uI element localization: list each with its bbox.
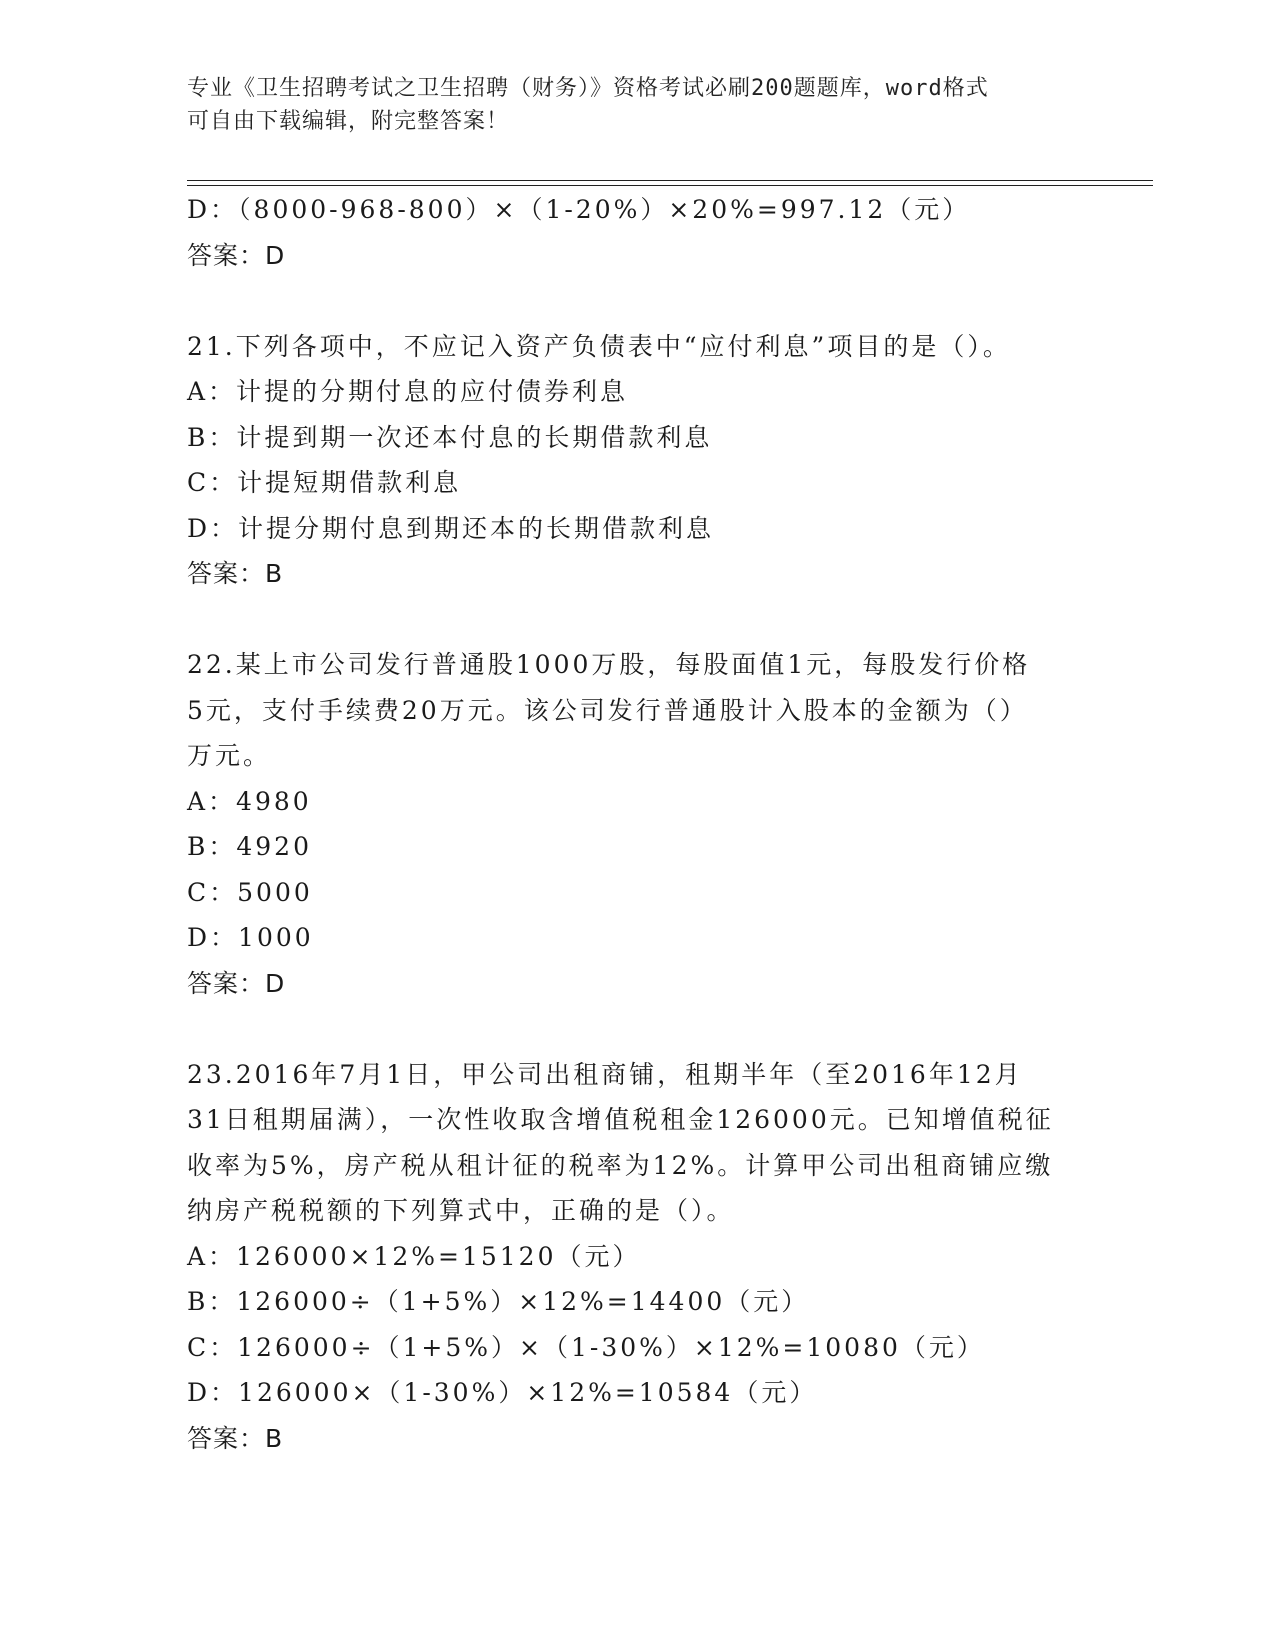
answer: 答案：B bbox=[187, 559, 284, 588]
option-b: B：4920 bbox=[187, 832, 312, 861]
spacer bbox=[187, 1006, 1087, 1052]
question-23 bbox=[187, 1052, 1087, 1462]
spacer bbox=[187, 278, 1087, 324]
option-b: B：计提到期一次还本付息的长期借款利息 bbox=[187, 422, 713, 452]
option-b: B：126000÷（1+5%）×12%=14400（元） bbox=[187, 1287, 810, 1316]
option-d: D：126000×（1-30%）×12%=10584（元） bbox=[187, 1378, 818, 1407]
previous-question-tail bbox=[187, 187, 1087, 278]
header-line-1: 专业《卫生招聘考试之卫生招聘（财务）》资格考试必刷200题题库，word格式 bbox=[187, 76, 989, 101]
answer: 答案：B bbox=[187, 1423, 284, 1453]
option-d: D：1000 bbox=[187, 923, 314, 952]
question-21 bbox=[187, 324, 1087, 597]
question-stem: 万元。 bbox=[187, 741, 272, 770]
option-a: A：计提的分期付息的应付债券利息 bbox=[187, 377, 629, 406]
option-c: C：计提短期借款利息 bbox=[187, 468, 462, 497]
question-stem: 22.某上市公司发行普通股1000万股，每股面值1元，每股发行价格 bbox=[187, 650, 1031, 679]
header-line-2: 可自由下载编辑，附完整答案！ bbox=[187, 109, 510, 134]
spacer bbox=[187, 597, 1087, 643]
header-divider-top bbox=[187, 180, 1153, 181]
question-stem: 31日租期届满），一次性收取含增值税租金126000元。已知增值税征 bbox=[187, 1105, 1054, 1134]
question-stem: 纳房产税税额的下列算式中，正确的是（）。 bbox=[187, 1196, 735, 1225]
document-body bbox=[187, 187, 1087, 1461]
option-c: C：126000÷（1+5%）×（1-30%）×12%=10080（元） bbox=[187, 1332, 985, 1362]
question-22 bbox=[187, 642, 1087, 1006]
option-a: A：4980 bbox=[187, 786, 312, 816]
answer: 答案：D bbox=[187, 240, 286, 270]
document-header bbox=[187, 72, 1087, 138]
header-divider-bottom bbox=[187, 185, 1153, 186]
option-d: D：（8000-968-800）×（1-20%）×20%=997.12（元） bbox=[187, 195, 971, 224]
answer: 答案：D bbox=[187, 968, 286, 998]
question-stem: 23.2016年7月1日，甲公司出租商铺，租期半年（至2016年12月 bbox=[187, 1059, 1023, 1089]
option-d: D：计提分期付息到期还本的长期借款利息 bbox=[187, 513, 715, 543]
option-a: A：126000×12%=15120（元） bbox=[187, 1241, 641, 1271]
question-stem: 21.下列各项中，不应记入资产负债表中“应付利息”项目的是（）。 bbox=[187, 331, 1011, 361]
question-stem: 5元，支付手续费20万元。该公司发行普通股计入股本的金额为（） bbox=[187, 695, 1028, 725]
option-c: C：5000 bbox=[187, 877, 313, 907]
question-stem: 收率为5%，房产税从租计征的税率为12%。计算甲公司出租商铺应缴 bbox=[187, 1150, 1054, 1180]
